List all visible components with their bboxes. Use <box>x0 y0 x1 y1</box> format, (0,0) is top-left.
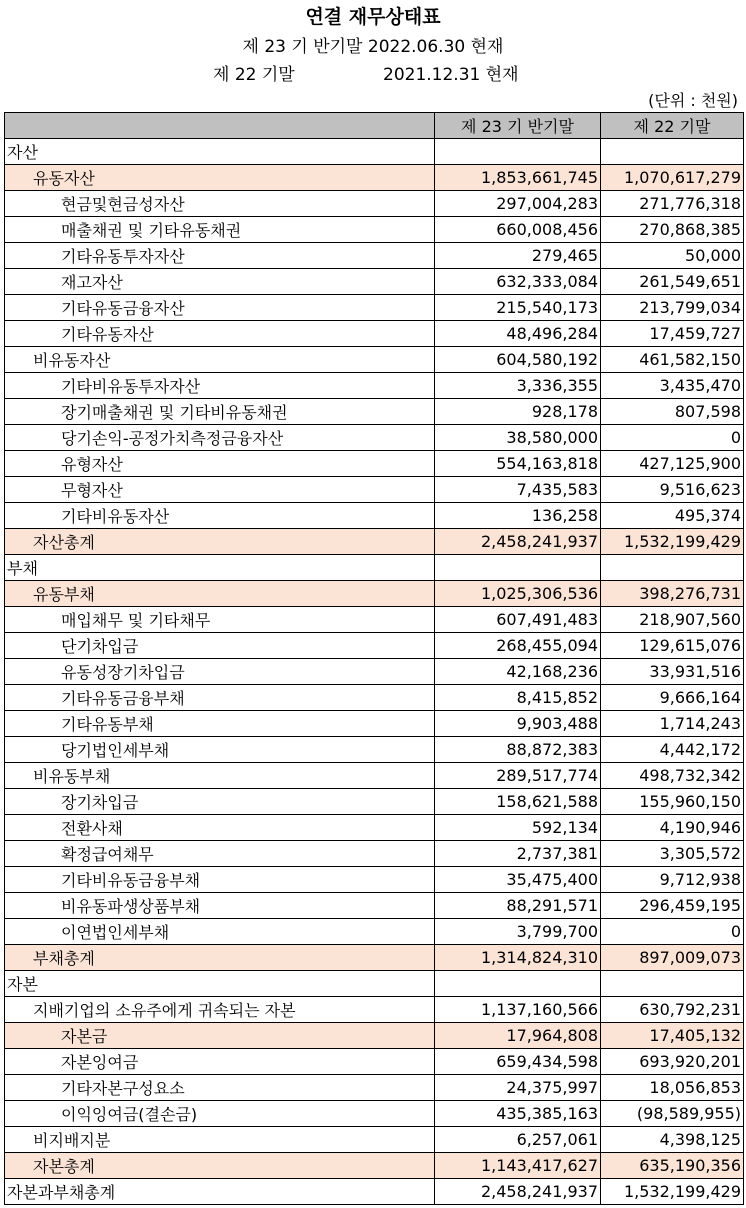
balance-sheet-table <box>4 112 744 1205</box>
row-label: 기타유동금융부채 <box>5 685 435 711</box>
row-value-current: 88,291,571 <box>435 893 601 919</box>
row-value-prior: 17,405,132 <box>601 1023 744 1049</box>
row-value-prior: 398,276,731 <box>601 581 744 607</box>
row-value-prior: 4,190,946 <box>601 815 744 841</box>
page-title: 연결 재무상태표 <box>305 6 441 28</box>
row-value-prior: 1,714,243 <box>601 711 744 737</box>
row-value-prior: 270,868,385 <box>601 217 744 243</box>
period-prior-date: 2021.12.31 현재 <box>383 65 519 85</box>
row-label: 유동부채 <box>5 581 435 607</box>
row-value-prior: 33,931,516 <box>601 659 744 685</box>
row-label: 장기차입금 <box>5 789 435 815</box>
unit-label: (단위 : 천원) <box>648 91 738 110</box>
header-cell-prior: 제 22 기말 <box>601 113 744 139</box>
row-value-prior: 129,615,076 <box>601 633 744 659</box>
header-cell-label <box>5 113 435 139</box>
row-value-prior: 0 <box>601 919 744 945</box>
row-label: 부채 <box>5 555 435 581</box>
table-row <box>5 243 744 269</box>
row-value-current: 435,385,163 <box>435 1101 601 1127</box>
row-value-prior: 0 <box>601 425 744 451</box>
row-value-current: 158,621,588 <box>435 789 601 815</box>
table-row <box>5 555 744 581</box>
row-value-current <box>435 139 601 165</box>
row-value-current: 289,517,774 <box>435 763 601 789</box>
table-row <box>5 425 744 451</box>
row-value-current: 42,168,236 <box>435 659 601 685</box>
row-value-prior: 807,598 <box>601 399 744 425</box>
table-row <box>5 763 744 789</box>
row-label: 매입채무 및 기타채무 <box>5 607 435 633</box>
row-value-prior: 271,776,318 <box>601 191 744 217</box>
table-row <box>5 295 744 321</box>
row-label: 현금및현금성자산 <box>5 191 435 217</box>
row-value-current: 659,434,598 <box>435 1049 601 1075</box>
row-label: 자본금 <box>5 1023 435 1049</box>
row-label: 기타비유동금융부채 <box>5 867 435 893</box>
table-row <box>5 451 744 477</box>
table-row <box>5 971 744 997</box>
row-label: 기타비유동자산 <box>5 503 435 529</box>
table-row <box>5 1075 744 1101</box>
row-value-current: 48,496,284 <box>435 321 601 347</box>
row-label: 당기법인세부채 <box>5 737 435 763</box>
row-value-prior <box>601 139 744 165</box>
row-value-prior <box>601 555 744 581</box>
table-row <box>5 815 744 841</box>
table-row <box>5 737 744 763</box>
table-row <box>5 607 744 633</box>
table-row <box>5 1101 744 1127</box>
row-value-prior: 1,532,199,429 <box>601 1179 744 1205</box>
row-value-current: 2,737,381 <box>435 841 601 867</box>
header-cell-current: 제 23 기 반기말 <box>435 113 601 139</box>
row-value-prior: 50,000 <box>601 243 744 269</box>
row-label: 기타비유동투자자산 <box>5 373 435 399</box>
row-value-prior: 3,435,470 <box>601 373 744 399</box>
row-value-prior: 1,532,199,429 <box>601 529 744 555</box>
row-value-prior: 9,712,938 <box>601 867 744 893</box>
table-row <box>5 1127 744 1153</box>
row-label: 기타자본구성요소 <box>5 1075 435 1101</box>
row-label: 매출채권 및 기타유동채권 <box>5 217 435 243</box>
row-value-current: 38,580,000 <box>435 425 601 451</box>
row-value-current: 279,465 <box>435 243 601 269</box>
table-row <box>5 503 744 529</box>
table-row <box>5 373 744 399</box>
table-header-row <box>5 113 744 139</box>
period-prior-label: 제 22 기말 <box>213 65 295 85</box>
table-row <box>5 685 744 711</box>
row-value-current: 2,458,241,937 <box>435 529 601 555</box>
row-label: 비유동부채 <box>5 763 435 789</box>
row-value-current: 215,540,173 <box>435 295 601 321</box>
row-value-current: 632,333,084 <box>435 269 601 295</box>
row-value-prior: 498,732,342 <box>601 763 744 789</box>
row-value-prior: 427,125,900 <box>601 451 744 477</box>
row-label: 자산 <box>5 139 435 165</box>
table-row <box>5 165 744 191</box>
row-label: 자산총계 <box>5 529 435 555</box>
row-value-current: 1,025,306,536 <box>435 581 601 607</box>
row-value-current: 928,178 <box>435 399 601 425</box>
row-label: 무형자산 <box>5 477 435 503</box>
table-row <box>5 1023 744 1049</box>
row-label: 기타유동자산 <box>5 321 435 347</box>
row-label: 비유동파생상품부채 <box>5 893 435 919</box>
row-value-prior: 261,549,651 <box>601 269 744 295</box>
row-value-current: 607,491,483 <box>435 607 601 633</box>
row-value-current: 6,257,061 <box>435 1127 601 1153</box>
row-label: 유동자산 <box>5 165 435 191</box>
table-row <box>5 217 744 243</box>
row-label: 자본과부채총계 <box>5 1179 435 1205</box>
row-value-current: 554,163,818 <box>435 451 601 477</box>
table-row <box>5 789 744 815</box>
row-label: 확정급여채무 <box>5 841 435 867</box>
table-row <box>5 529 744 555</box>
table-row <box>5 321 744 347</box>
table-row <box>5 581 744 607</box>
table-row <box>5 191 744 217</box>
row-value-prior: (98,589,955) <box>601 1101 744 1127</box>
row-value-current: 1,137,160,566 <box>435 997 601 1023</box>
row-label: 이연법인세부채 <box>5 919 435 945</box>
row-value-current: 8,415,852 <box>435 685 601 711</box>
table-row <box>5 399 744 425</box>
row-value-prior: 17,459,727 <box>601 321 744 347</box>
row-value-current: 88,872,383 <box>435 737 601 763</box>
row-value-prior: 213,799,034 <box>601 295 744 321</box>
row-label: 재고자산 <box>5 269 435 295</box>
row-value-prior: 4,398,125 <box>601 1127 744 1153</box>
row-label: 유동성장기차입금 <box>5 659 435 685</box>
row-label: 지배기업의 소유주에게 귀속되는 자본 <box>5 997 435 1023</box>
row-value-current: 1,143,417,627 <box>435 1153 601 1179</box>
row-label: 자본 <box>5 971 435 997</box>
row-value-current: 3,336,355 <box>435 373 601 399</box>
row-value-prior: 9,516,623 <box>601 477 744 503</box>
row-value-prior: 461,582,150 <box>601 347 744 373</box>
table-row <box>5 711 744 737</box>
row-value-current: 268,455,094 <box>435 633 601 659</box>
row-label: 장기매출채권 및 기타비유동채권 <box>5 399 435 425</box>
row-label: 기타유동부채 <box>5 711 435 737</box>
row-label: 자본잉여금 <box>5 1049 435 1075</box>
table-row <box>5 867 744 893</box>
row-value-current: 1,314,824,310 <box>435 945 601 971</box>
row-label: 유형자산 <box>5 451 435 477</box>
row-label: 기타유동금융자산 <box>5 295 435 321</box>
table-row <box>5 659 744 685</box>
row-value-current: 1,853,661,745 <box>435 165 601 191</box>
table-row <box>5 477 744 503</box>
row-label: 전환사채 <box>5 815 435 841</box>
row-value-current: 136,258 <box>435 503 601 529</box>
row-label: 기타유동투자자산 <box>5 243 435 269</box>
row-value-current: 7,435,583 <box>435 477 601 503</box>
row-value-prior <box>601 971 744 997</box>
row-value-current <box>435 555 601 581</box>
row-value-current: 297,004,283 <box>435 191 601 217</box>
row-value-prior: 495,374 <box>601 503 744 529</box>
row-value-current: 604,580,192 <box>435 347 601 373</box>
row-label: 당기손익-공정가치측정금융자산 <box>5 425 435 451</box>
row-value-prior: 897,009,073 <box>601 945 744 971</box>
table-row <box>5 633 744 659</box>
table-row <box>5 893 744 919</box>
row-value-current: 9,903,488 <box>435 711 601 737</box>
row-value-current: 24,375,997 <box>435 1075 601 1101</box>
row-label: 단기차입금 <box>5 633 435 659</box>
table-row <box>5 945 744 971</box>
row-value-prior: 3,305,572 <box>601 841 744 867</box>
row-label: 자본총계 <box>5 1153 435 1179</box>
table-row <box>5 919 744 945</box>
row-value-prior: 1,070,617,279 <box>601 165 744 191</box>
row-value-prior: 4,442,172 <box>601 737 744 763</box>
row-label: 이익잉여금(결손금) <box>5 1101 435 1127</box>
table-row <box>5 347 744 373</box>
row-value-current: 3,799,700 <box>435 919 601 945</box>
row-value-prior: 296,459,195 <box>601 893 744 919</box>
row-value-current: 2,458,241,937 <box>435 1179 601 1205</box>
row-value-prior: 693,920,201 <box>601 1049 744 1075</box>
table-row <box>5 1153 744 1179</box>
row-value-prior: 9,666,164 <box>601 685 744 711</box>
row-label: 비유동자산 <box>5 347 435 373</box>
table-row <box>5 997 744 1023</box>
row-value-current: 17,964,808 <box>435 1023 601 1049</box>
table-row <box>5 841 744 867</box>
row-value-current: 660,008,456 <box>435 217 601 243</box>
row-label: 비지배지분 <box>5 1127 435 1153</box>
row-value-current <box>435 971 601 997</box>
table-row <box>5 139 744 165</box>
row-value-prior: 218,907,560 <box>601 607 744 633</box>
row-value-prior: 635,190,356 <box>601 1153 744 1179</box>
row-value-prior: 155,960,150 <box>601 789 744 815</box>
row-value-current: 35,475,400 <box>435 867 601 893</box>
row-value-prior: 630,792,231 <box>601 997 744 1023</box>
row-value-current: 592,134 <box>435 815 601 841</box>
table-row <box>5 1049 744 1075</box>
period-current: 제 23 기 반기말 2022.06.30 현재 <box>242 37 504 57</box>
row-value-prior: 18,056,853 <box>601 1075 744 1101</box>
table-row <box>5 269 744 295</box>
row-label: 부채총계 <box>5 945 435 971</box>
table-row <box>5 1179 744 1205</box>
